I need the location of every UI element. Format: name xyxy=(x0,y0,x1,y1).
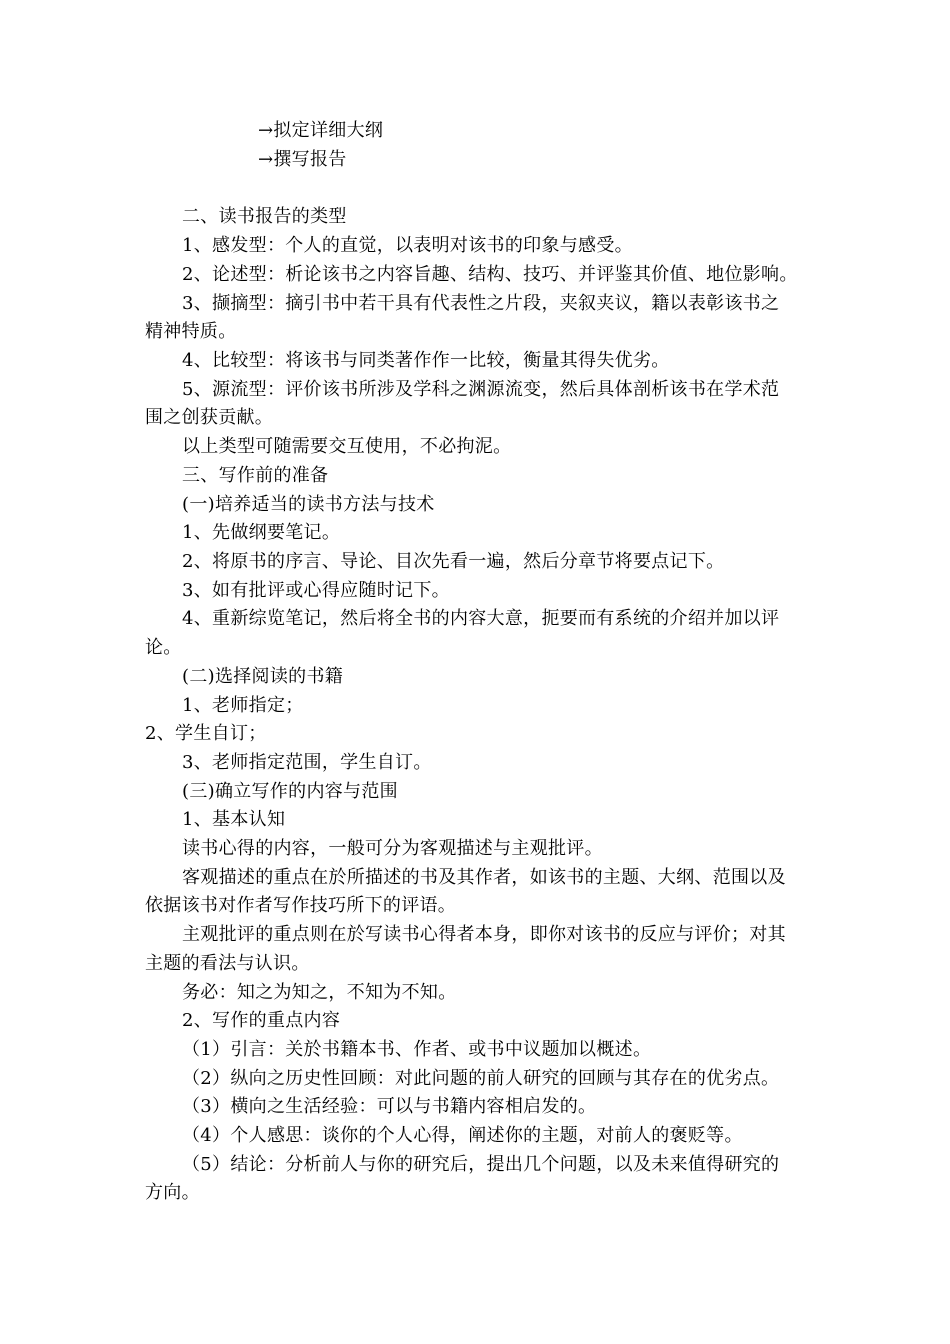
text-line: 1、老师指定； xyxy=(182,695,304,716)
text-line: 3、老师指定范围，学生自订。 xyxy=(182,752,432,773)
text-line: 1、基本认知 xyxy=(182,809,286,830)
text-line: 精神特质。 xyxy=(145,321,237,342)
text-line: 围之创获贡献。 xyxy=(145,407,274,428)
text-line: 主观批评的重点则在於写读书心得者本身，即你对该书的反应与评价；对其 xyxy=(182,924,786,945)
text-line: （5）结论：分析前人与你的研究后，提出几个问题，以及未来值得研究的 xyxy=(182,1154,780,1175)
text-line: 客观描述的重点在於所描述的书及其作者，如该书的主题、大纲、范围以及 xyxy=(182,867,786,888)
text-line: 3、撷摘型：摘引书中若干具有代表性之片段，夹叙夹议，籍以表彰该书之 xyxy=(182,293,780,314)
text-line: 读书心得的内容，一般可分为客观描述与主观批评。 xyxy=(182,838,603,859)
text-line: 3、如有批评或心得应随时记下。 xyxy=(182,580,450,601)
outline-step-line: →撰写报告 xyxy=(258,149,347,170)
outline-step-line: →拟定详细大纲 xyxy=(258,120,384,141)
text-line: 2、论述型：析论该书之内容旨趣、结构、技巧、并评鉴其价值、地位影响。 xyxy=(182,264,798,285)
text-line: （1）引言：关於书籍本书、作者、或书中议题加以概述。 xyxy=(182,1039,652,1060)
text-line: 2、将原书的序言、导论、目次先看一遍，然后分章节将要点记下。 xyxy=(182,551,725,572)
text-line: （3）横向之生活经验：可以与书籍内容相启发的。 xyxy=(182,1096,597,1117)
text-line: 1、先做纲要笔记。 xyxy=(182,522,341,543)
text-line: 4、重新综览笔记，然后将全书的内容大意，扼要而有系统的介绍并加以评 xyxy=(182,608,780,629)
text-line: （2）纵向之历史性回顾：对此问题的前人研究的回顾与其存在的优劣点。 xyxy=(182,1068,780,1089)
section-heading: 二、读书报告的类型 xyxy=(182,206,347,227)
text-line: 方向。 xyxy=(145,1182,200,1203)
text-line: 2、学生自订； xyxy=(145,723,267,744)
text-line: 务必：知之为知之，不知为不知。 xyxy=(182,982,457,1003)
text-line: 主题的看法与认识。 xyxy=(145,953,310,974)
text-line: 4、比较型：将该书与同类著作作一比较，衡量其得失优劣。 xyxy=(182,350,670,371)
text-line: 以上类型可随需要交互使用，不必拘泥。 xyxy=(182,436,512,457)
text-line: 论。 xyxy=(145,637,182,658)
text-line: 2、写作的重点内容 xyxy=(182,1010,341,1031)
subsection-heading: (三)确立写作的内容与范围 xyxy=(182,781,398,802)
text-line: （4）个人感思：谈你的个人心得，阐述你的主题，对前人的褒贬等。 xyxy=(182,1125,743,1146)
text-line: 5、源流型：评价该书所涉及学科之渊源流变，然后具体剖析该书在学术范 xyxy=(182,379,780,400)
subsection-heading: (二)选择阅读的书籍 xyxy=(182,666,344,687)
section-heading: 三、写作前的准备 xyxy=(182,465,329,486)
text-line: 依据该书对作者写作技巧所下的评语。 xyxy=(145,895,457,916)
text-line: 1、感发型：个人的直觉，以表明对该书的印象与感受。 xyxy=(182,235,633,256)
subsection-heading: (一)培养适当的读书方法与技术 xyxy=(182,494,435,515)
